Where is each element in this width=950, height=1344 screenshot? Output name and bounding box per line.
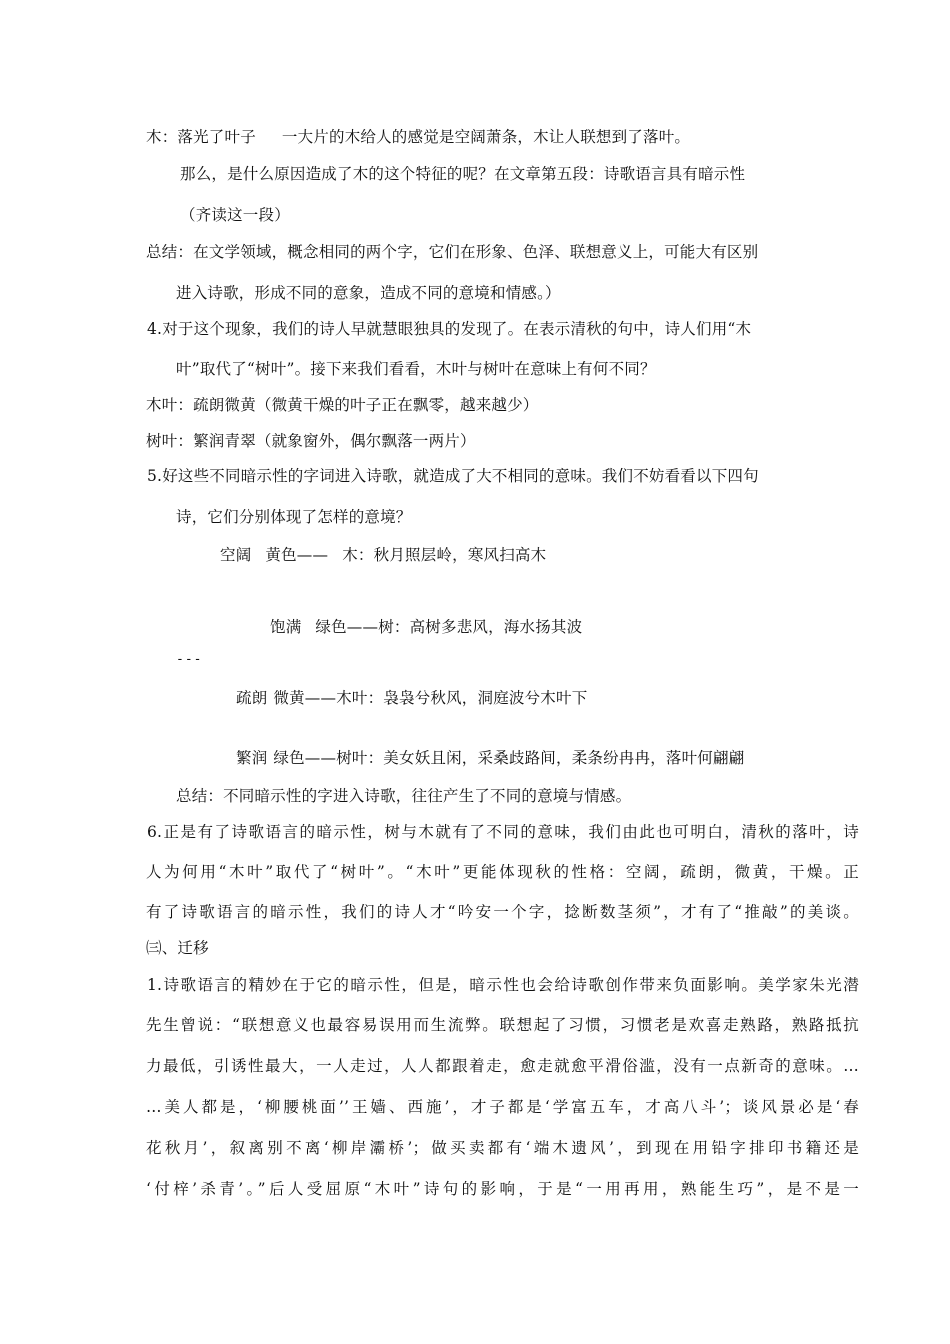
poem-2-mood: 饱满 [270,618,302,636]
poem-1 [220,545,546,565]
question-1-line-f: ‘付梓’杀青’。”后人受屈原“木叶”诗句的影响，于是“一用再用，熟能生巧”，是不是一 [146,1180,859,1198]
poem-3 [236,688,587,708]
poem-4-text: 绿色——树叶：美女妖且闲，采桑歧路间，柔条纷冉冉，落叶何翩翩 [273,749,745,767]
poem-2 [270,617,582,637]
dashes-line: --- [176,652,203,667]
poem-3-mood: 疏朗 [236,689,268,707]
item-6-line-b: 人为何用“木叶”取代了“树叶”。“木叶”更能体现秋的性格：空阔，疏朗，微黄，干燥。正 [146,863,859,881]
poem-1-mood: 空阔 [220,546,252,564]
question-1-line-a: 1.诗歌语言的精妙在于它的暗示性，但是，暗示性也会给诗歌创作带来负面影响。美学家朱光潜 [147,976,859,994]
poem-2-text: 绿色——树：高树多悲风，海水扬其波 [315,618,583,636]
line-namo: 那么，是什么原因造成了木的这个特征的呢？在文章第五段：诗歌语言具有暗示性 [180,165,746,183]
item-6-line-a: 6.正是有了诗歌语言的暗示性，树与木就有了不同的意味，我们由此也可明白，清秋的落叶，诗 [147,823,859,841]
line-mu-a: 木：落光了叶子 [146,128,256,146]
line-mu-b: 一大片的木给人的感觉是空阔萧条，木让人联想到了落叶。 [281,128,691,146]
question-1-line-d: …美人都是，‘柳腰桃面’’王嫱、西施’，才子都是‘学富五车，才高八斗’；谈风景必是‘春 [146,1098,859,1116]
item-5-line-b: 诗，它们分别体现了怎样的意境？ [176,508,412,526]
line-qidu: （齐读这一段） [180,206,290,224]
line-mu [146,127,690,147]
poem-4 [236,748,744,768]
poem-1-text: 木：秋月照层岭，寒风扫高木 [342,546,547,564]
poem-4-mood: 繁润 [236,749,268,767]
poem-1-color: 黄色—— [265,546,329,564]
muye-line: 木叶：疏朗微黄（微黄干燥的叶子正在飘零，越来越少） [146,396,539,414]
question-1-line-b: 先生曾说：“联想意义也最容易误用而生流弊。联想起了习惯，习惯老是欢喜走熟路，熟路抵抗 [146,1016,859,1034]
item-4-line-a: 4.对于这个现象，我们的诗人早就慧眼独具的发现了。在表示清秋的句中，诗人们用“木 [147,320,752,338]
item-5-line-a: 5.好这些不同暗示性的字词进入诗歌，就造成了大不相同的意味。我们不妨看看以下四句 [147,467,759,485]
section-3-heading: ㈢、迁移 [146,939,209,957]
question-1-line-c: 力最低，引诱性最大，一人走过，人人都跟着走，愈走就愈平滑俗滥，没有一点新奇的意味。… [146,1057,859,1075]
question-1-line-e: 花秋月’，叙离别不离‘柳岸灞桥’；做买卖都有‘端木遗风’，到现在用铅字排印书籍还是 [146,1139,859,1157]
summary-2: 总结：不同暗示性的字进入诗歌，往往产生了不同的意境与情感。 [176,787,632,805]
summary-1-line-b: 进入诗歌，形成不同的意象，造成不同的意境和情感。） [176,284,561,302]
item-6-line-c: 有了诗歌语言的暗示性，我们的诗人才“吟安一个字，捻断数茎须”，才有了“推敲”的美谈。 [146,903,859,921]
item-4-line-b: 叶”取代了“树叶”。接下来我们看看，木叶与树叶在意味上有何不同？ [176,360,656,378]
shuye-line: 树叶：繁润青翠（就象窗外，偶尔飘落一两片） [146,432,476,450]
summary-1-line-a: 总结：在文学领域，概念相同的两个字，它们在形象、色泽、联想意义上，可能大有区别 [146,243,759,261]
poem-3-text: 微黄——木叶：袅袅兮秋风，洞庭波兮木叶下 [273,689,588,707]
